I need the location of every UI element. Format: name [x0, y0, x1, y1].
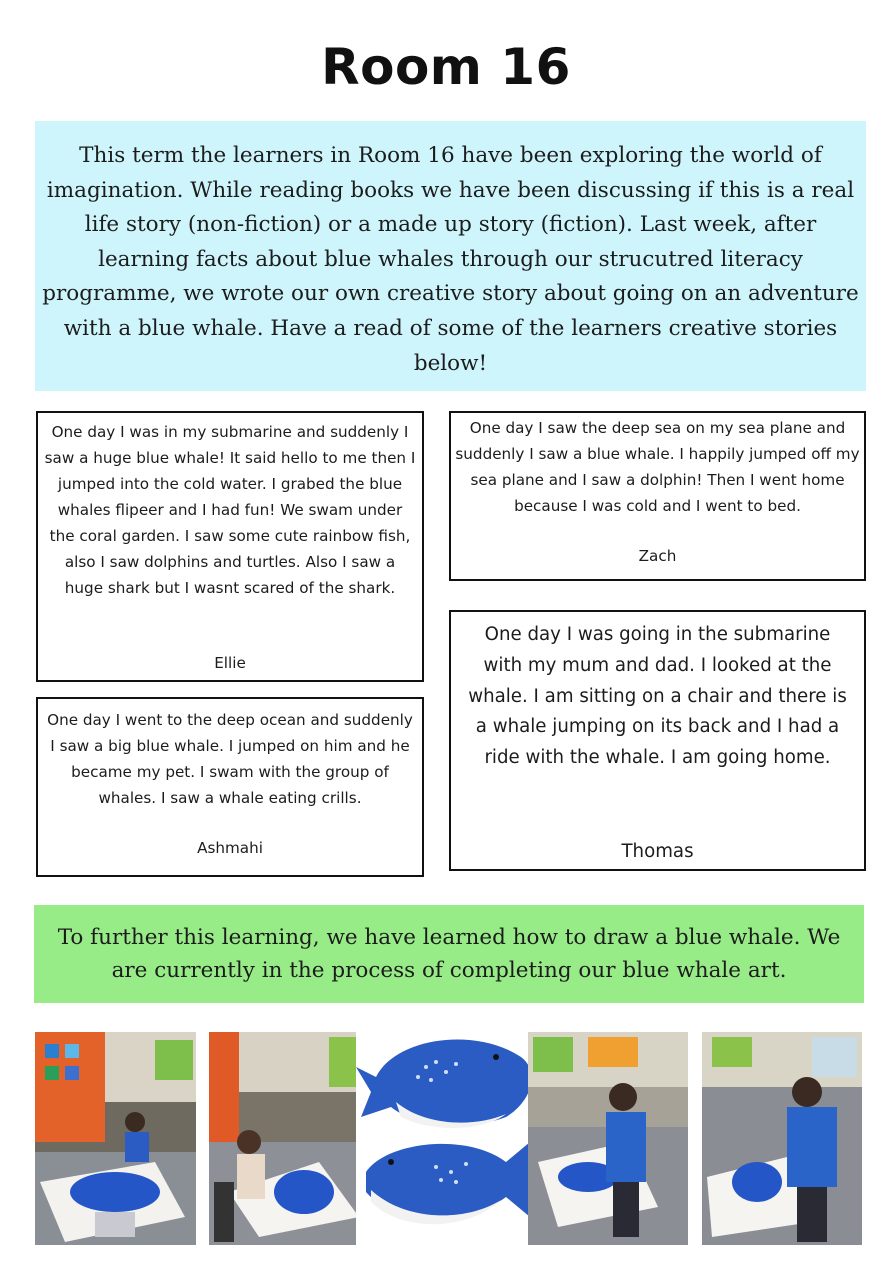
story-author: Ashmahi — [197, 839, 263, 857]
intro-text: This term the learners in Room 16 have been exploring the world of imagination. While reading books we have been discussing if this is a real life story (non-fiction) or a made up story (fiction). Last week, after learning facts about blue whales through our strucutred literacy programme, we wrote our own creative story about going on an adventure with a blue whale. Have a read of some of the learners creative stories below! — [42, 143, 859, 376]
story-text: One day I was in my submarine and suddenly I saw a huge blue whale! It said hello to me then I jumped into the cold water. I grabed the blue whales flipeer and I had fun! We swam under the coral garden. I saw some cute rainbow fish, also I saw dolphins and turtles. Also I saw a huge shark but I wasnt scared of the shark. — [44, 423, 416, 597]
story-author: Thomas — [621, 841, 694, 862]
classroom-photo-5 — [702, 1032, 862, 1245]
story-text: One day I went to the deep ocean and suddenly I saw a big blue whale. I jumped on him and he became my pet. I swam with the group of whales. I saw a whale eating crills. — [47, 711, 413, 807]
story-card-thomas — [449, 610, 866, 871]
story-author: Ellie — [214, 654, 246, 672]
followup-panel — [34, 905, 864, 1003]
page-title: Room 16 — [321, 38, 571, 96]
story-card-ellie — [36, 411, 424, 682]
classroom-photo-2 — [209, 1032, 369, 1245]
classroom-photo-1 — [35, 1032, 196, 1245]
intro-panel — [35, 121, 866, 391]
classroom-photo-4 — [528, 1032, 688, 1245]
story-text: One day I was going in the submarine with my mum and dad. I looked at the whale. I am sitting on a chair and there is a whale jumping on its back and I had a ride with the whale. I am going home. — [468, 624, 847, 769]
story-text: One day I saw the deep sea on my sea plane and suddenly I saw a blue whale. I happily jumped off my sea plane and I saw a dolphin! Then I went home because I was cold and I went to bed. — [455, 419, 860, 515]
whale-art-photo — [356, 1022, 536, 1246]
story-author: Zach — [638, 547, 677, 565]
story-card-zach — [449, 411, 866, 581]
followup-text: To further this learning, we have learned how to draw a blue whale. We are currently in the process of completing our blue whale art. — [57, 925, 841, 983]
story-card-ashmahi — [36, 697, 424, 877]
